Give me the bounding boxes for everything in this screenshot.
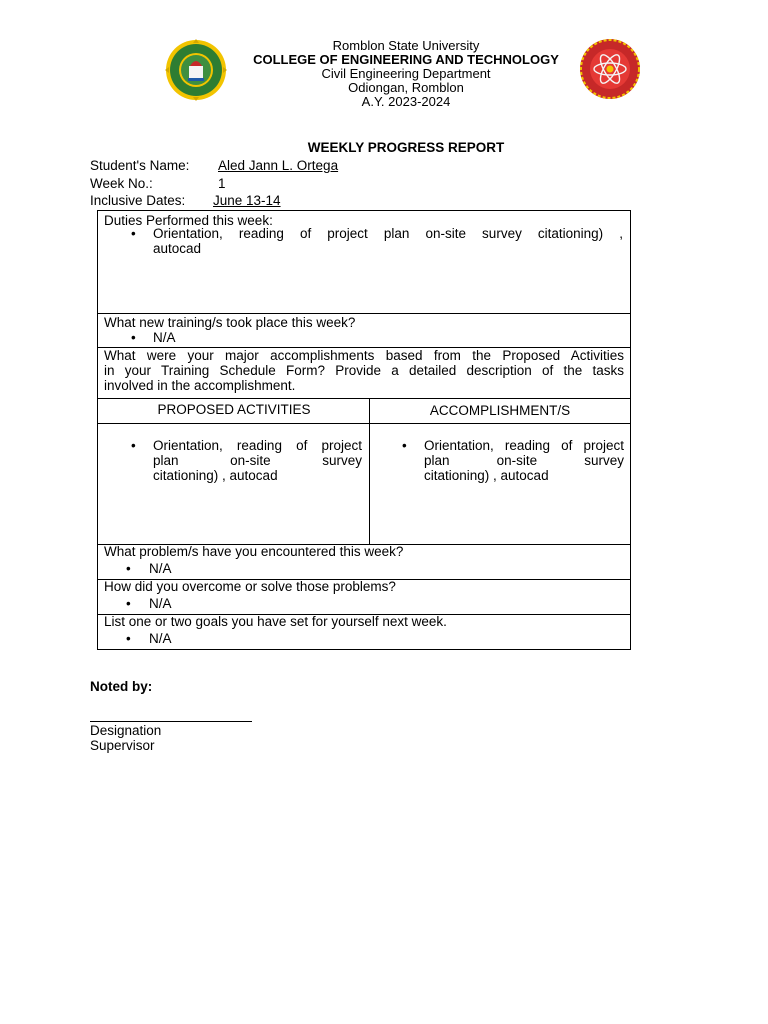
problems-section (97, 544, 631, 580)
accomplishments-question-line3: involved in the accomplishment. (104, 378, 296, 393)
bullet-icon: • (131, 330, 136, 345)
training-answer: N/A (153, 330, 176, 345)
overcome-section (97, 579, 631, 615)
signature-line (90, 721, 252, 722)
college-name: COLLEGE OF ENGINEERING AND TECHNOLOGY (253, 52, 559, 67)
student-name-value: Aled Jann L. Ortega (218, 158, 339, 173)
supervisor-label: Supervisor (90, 738, 155, 753)
bullet-icon: • (126, 561, 131, 576)
duties-answer-line1: Orientation, reading of project plan on-site survey citationing) , (153, 226, 623, 241)
proposed-activities-header: PROPOSED ACTIVITIES (157, 402, 311, 417)
duties-section (97, 210, 631, 314)
designation-label: Designation (90, 723, 162, 738)
academic-year: A.Y. 2023-2024 (361, 94, 451, 109)
student-name-label: Student's Name: (90, 158, 190, 173)
location: Odiongan, Romblon (348, 80, 464, 95)
week-no-label: Week No.: (90, 176, 153, 191)
bullet-icon: • (126, 631, 131, 646)
problems-question: What problem/s have you encountered this week? (104, 544, 404, 559)
training-section (97, 313, 631, 348)
accomplishments-header: ACCOMPLISHMENT/S (429, 403, 571, 418)
accomplishment-line2: plan on-site survey (424, 453, 624, 468)
activities-header-row (97, 398, 631, 424)
bullet-icon: • (126, 596, 131, 611)
bullet-icon: • (131, 226, 136, 241)
accomplishments-question-line1: What were your major accomplishments based from the Proposed Activities (104, 348, 624, 363)
noted-by-label: Noted by: (90, 679, 153, 694)
column-divider (369, 423, 370, 545)
inclusive-dates-value: June 13-14 (213, 193, 281, 208)
goals-question: List one or two goals you have set for yourself next week. (104, 614, 447, 629)
bullet-icon: • (131, 438, 136, 453)
accomplishment-line3: citationing) , autocad (424, 468, 549, 483)
inclusive-dates-label: Inclusive Dates: (90, 193, 186, 208)
problems-answer: N/A (149, 561, 172, 576)
bullet-icon: • (402, 438, 407, 453)
duties-question: Duties Performed this week: (104, 213, 273, 228)
department-name: Civil Engineering Department (321, 66, 491, 81)
proposed-line3: citationing) , autocad (153, 468, 278, 483)
duties-answer-line2: autocad (153, 241, 202, 256)
proposed-line2: plan on-site survey (153, 453, 362, 468)
week-no-value: 1 (218, 176, 226, 191)
proposed-line1: Orientation, reading of project (153, 438, 362, 453)
overcome-answer: N/A (149, 596, 172, 611)
accomplishments-question-section (97, 347, 631, 399)
overcome-question: How did you overcome or solve those problems? (104, 579, 396, 594)
accomplishments-question-line2: in your Training Schedule Form? Provide a detailed description of the tasks (104, 363, 624, 378)
goals-answer: N/A (149, 631, 172, 646)
training-question: What new training/s took place this week? (104, 315, 356, 330)
university-name: Romblon State University (332, 38, 480, 53)
report-title: WEEKLY PROGRESS REPORT (307, 140, 505, 155)
accomplishment-line1: Orientation, reading of project (424, 438, 624, 453)
activities-content-row (97, 423, 631, 545)
goals-section (97, 614, 631, 650)
